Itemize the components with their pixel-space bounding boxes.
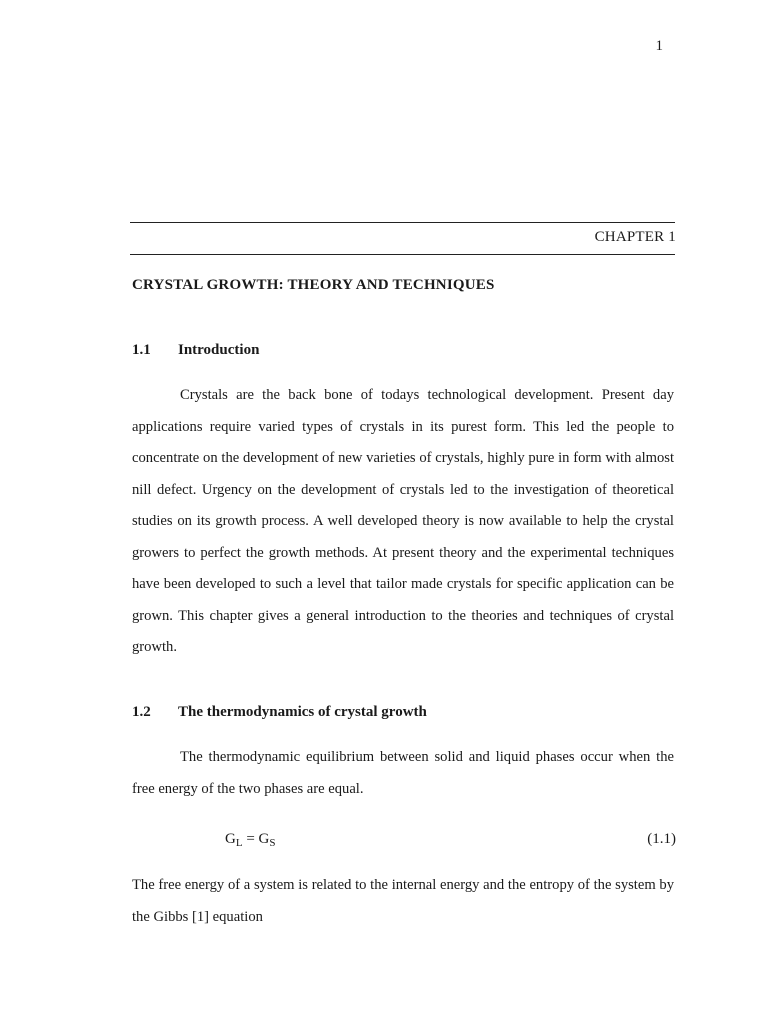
equation-1-1 [225, 831, 276, 849]
chapter-label: CHAPTER 1 [594, 229, 676, 245]
gibbs-paragraph: The free energy of a system is related to the internal energy and the entropy of the system by the Gibbs [1] equation [132, 877, 674, 925]
section-heading-introduction [132, 342, 259, 359]
chapter-rule-bottom [130, 254, 675, 255]
equation-rhs: G [258, 831, 270, 847]
thermodynamics-paragraph: The thermodynamic equilibrium between solid and liquid phases occur when the free energy of the two phases are equal. [132, 749, 674, 797]
section-number: 1.1 [132, 342, 151, 358]
introduction-paragraph: Crystals are the back bone of todays technological development. Present day applications require varied types of crystals in its purest form. This led the people to concentrate on the development of new varieties of crystals, highly pure in form with almost nill defect. Urgency on the development of crystals led to the investigation of theoretical studies on its growth process. A well developed theory is now available to help the crystal growers to perfect the growth methods. At present theory and the experimental techniques have been developed to such a level that tailor made crystals for specific application can be grown. This chapter gives a general introduction to the theories and techniques of crystal growth. [132, 387, 674, 655]
equation-number: (1.1) [647, 831, 676, 847]
section-title: Introduction [178, 342, 260, 358]
section-heading-thermodynamics [132, 704, 427, 721]
section-title: The thermodynamics of crystal growth [178, 704, 427, 720]
equation-operator: = [242, 831, 259, 847]
equation-lhs: G [225, 831, 236, 847]
equation-lhs-subscript: L [235, 837, 243, 849]
chapter-rule-top [130, 222, 675, 223]
section-number: 1.2 [132, 704, 151, 720]
equation-rhs-subscript: S [269, 837, 276, 849]
chapter-title: CRYSTAL GROWTH: THEORY AND TECHNIQUES [132, 277, 495, 293]
page-number: 1 [655, 38, 663, 54]
